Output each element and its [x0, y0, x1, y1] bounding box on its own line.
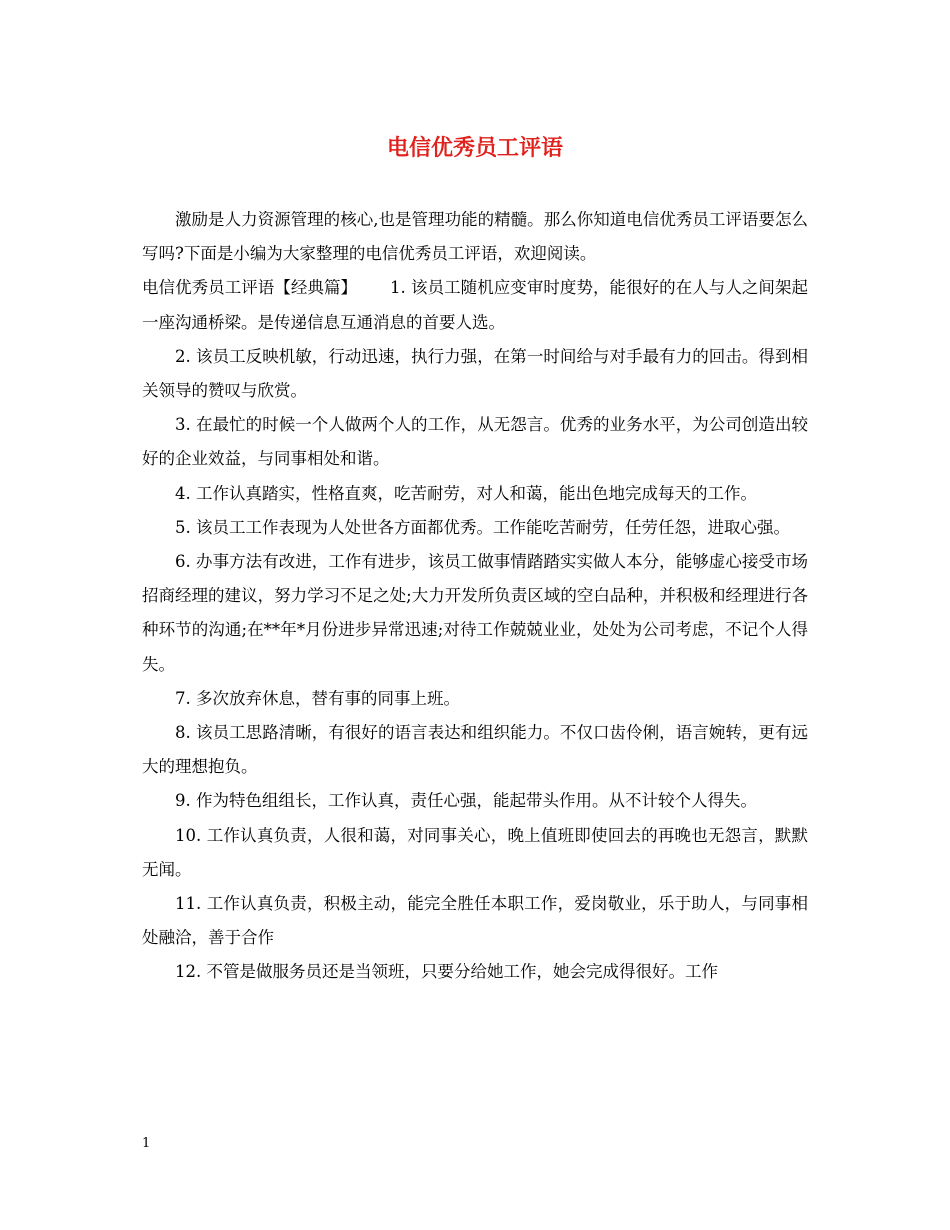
list-item: 2. 该员工反映机敏，行动迅速，执行力强，在第一时间给与对手最有力的回击。得到相关领导的赞叹与欣赏。	[142, 346, 808, 401]
intro-paragraph: 激励是人力资源管理的核心,也是管理功能的精髓。那么你知道电信优秀员工评语要怎么写吗?下面是小编为大家整理的电信优秀员工评语，欢迎阅读。	[142, 210, 808, 264]
list-item: 3. 在最忙的时候一个人做两个人的工作，从无怨言。优秀的业务水平，为公司创造出较好的企业效益，与同事相处和谐。	[142, 415, 808, 469]
list-item: 12. 不管是做服务员还是当领班，只要分给她工作，她会完成得很好。工作	[175, 962, 718, 982]
document-body	[142, 203, 808, 990]
document-title: 电信优秀员工评语	[386, 135, 563, 161]
list-item: 7. 多次放弃休息，替有事的同事上班。	[175, 688, 460, 708]
list-item: 6. 办事方法有改进，工作有进步，该员工做事情踏踏实实做人本分，能够虚心接受市场招商经理的建议，努力学习不足之处;大力开发所负责区域的空白品种，并积极和经理进行各种环节的沟通;在**年*月份进步异常迅速;对待工作兢兢业业，处处为公司考虑，不记个人得失。	[142, 552, 808, 674]
list-item: 4. 工作认真踏实，性格直爽，吃苦耐劳，对人和蔼，能出色地完成每天的工作。	[175, 483, 757, 503]
list-item: 11. 工作认真负责，积极主动，能完全胜任本职工作，爱岗敬业，乐于助人，与同事相处融洽，善于合作	[142, 894, 808, 948]
section-paragraph	[142, 271, 808, 339]
list-item: 1. 该员工随机应变审时度势，能很好的在人与人之间架起一座沟通桥梁。是传递信息互通消息的首要人选。	[142, 278, 808, 332]
page-number: 1	[142, 1136, 151, 1151]
section-gap	[357, 278, 390, 297]
list-item: 10. 工作认真负责，人很和蔼，对同事关心，晚上值班即使回去的再晚也无怨言，默默无闻。	[142, 825, 808, 879]
list-item: 9. 作为特色组组长，工作认真，责任心强，能起带头作用。从不计较个人得失。	[175, 791, 757, 811]
list-item: 5. 该员工工作表现为人处世各方面都优秀。工作能吃苦耐劳，任劳任怨，进取心强。	[175, 517, 790, 537]
list-item: 8. 该员工思路清晰，有很好的语言表达和组织能力。不仅口齿伶俐，语言婉转，更有远大的理想抱负。	[142, 723, 808, 777]
section-heading: 电信优秀员工评语【经典篇】	[142, 278, 358, 298]
